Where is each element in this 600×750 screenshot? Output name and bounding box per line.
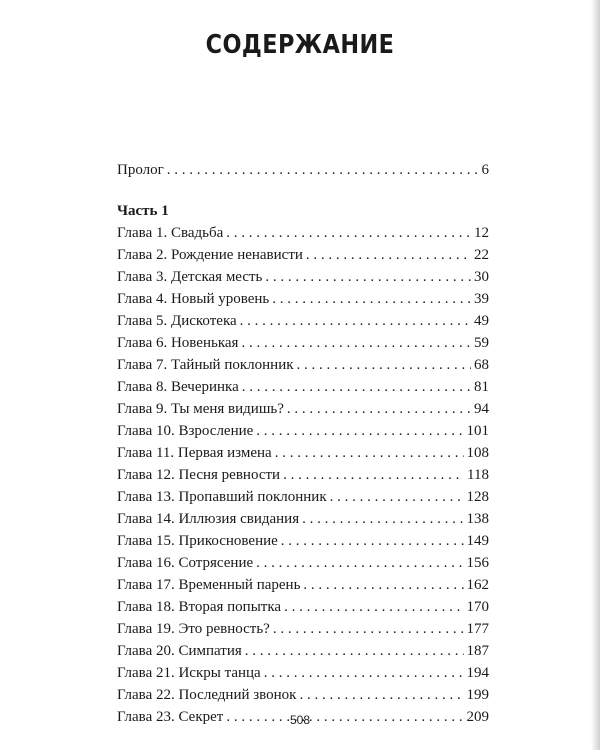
part-heading: Часть 1: [117, 203, 169, 219]
toc-entry-label: Глава 16. Сотрясение: [117, 555, 254, 571]
toc-entry-chapter: [117, 684, 489, 706]
toc-entry-prologue: [117, 159, 489, 181]
toc-entry-page: 49: [474, 313, 489, 329]
toc-entry-label: Глава 2. Рождение ненависти: [117, 247, 303, 263]
toc-entry-page: 30: [474, 269, 489, 285]
toc-entry-chapter: [117, 310, 489, 332]
page-number: 508: [289, 713, 311, 727]
toc-entry-page: 199: [466, 687, 489, 703]
toc-entry-chapter: [117, 222, 489, 244]
dot-leader: [245, 640, 464, 662]
toc-entry-page: 39: [474, 291, 489, 307]
toc-entry-page: 6: [481, 162, 489, 178]
page-edge: [591, 0, 600, 750]
toc-entry-page: 12: [474, 225, 489, 241]
toc-entry-label: Глава 3. Детская месть: [117, 269, 263, 285]
toc-entry-label: Глава 5. Дискотека: [117, 313, 237, 329]
toc-entry-chapter: [117, 640, 489, 662]
dot-leader: [240, 310, 471, 332]
dot-leader: [284, 596, 463, 618]
toc-entry-label: Глава 4. Новый уровень: [117, 291, 270, 307]
toc-entry-label: Глава 6. Новенькая: [117, 335, 239, 351]
toc-entry-page: 81: [474, 379, 489, 395]
toc-entry-chapter: [117, 332, 489, 354]
table-of-contents: [117, 159, 489, 728]
toc-entry-chapter: [117, 552, 489, 574]
toc-entry-page: 209: [466, 709, 489, 725]
dot-leader: [241, 332, 471, 354]
toc-entry-chapter: [117, 596, 489, 618]
dot-leader: [299, 684, 463, 706]
toc-entry-page: 187: [466, 643, 489, 659]
section-gap: [117, 181, 489, 200]
chapter-list: [117, 222, 489, 728]
dot-leader: [256, 552, 463, 574]
toc-entry-chapter: [117, 618, 489, 640]
toc-entry-label: Глава 15. Прикосновение: [117, 533, 278, 549]
toc-entry-label: Глава 18. Вторая попытка: [117, 599, 282, 615]
toc-entry-label: Глава 11. Первая измена: [117, 445, 272, 461]
toc-entry-label: Глава 17. Временный парень: [117, 577, 301, 593]
toc-entry-chapter: [117, 376, 489, 398]
toc-entry-page: 94: [474, 401, 489, 417]
dot-leader: [242, 376, 471, 398]
toc-entry-label: Глава 14. Иллюзия свидания: [117, 511, 300, 527]
dot-leader: [167, 159, 479, 181]
dot-leader: [256, 420, 463, 442]
toc-entry-label: Пролог: [117, 162, 164, 178]
toc-entry-page: 177: [466, 621, 489, 637]
toc-entry-label: Глава 12. Песня ревности: [117, 467, 281, 483]
toc-entry-label: Глава 19. Это ревность?: [117, 621, 270, 637]
toc-entry-label: Глава 22. Последний звонок: [117, 687, 297, 703]
toc-entry-page: 194: [466, 665, 489, 681]
dot-leader: [287, 398, 471, 420]
toc-entry-page: 156: [466, 555, 489, 571]
toc-entry-chapter: [117, 508, 489, 530]
toc-entry-chapter: [117, 662, 489, 684]
dot-leader: [264, 662, 464, 684]
toc-entry-label: Глава 8. Вечеринка: [117, 379, 239, 395]
toc-entry-chapter: [117, 354, 489, 376]
toc-entry-chapter: [117, 266, 489, 288]
toc-entry-page: 138: [466, 511, 489, 527]
toc-entry-chapter: [117, 574, 489, 596]
toc-entry-page: 170: [466, 599, 489, 615]
toc-entry-chapter: [117, 398, 489, 420]
toc-entry-page: 128: [466, 489, 489, 505]
dot-leader: [281, 530, 464, 552]
dot-leader: [272, 288, 471, 310]
toc-entry-page: 59: [474, 335, 489, 351]
toc-entry-chapter: [117, 442, 489, 464]
toc-entry-label: Глава 1. Свадьба: [117, 225, 224, 241]
toc-entry-label: Глава 23. Секрет: [117, 709, 224, 725]
toc-entry-chapter: [117, 530, 489, 552]
toc-entry-page: 118: [467, 467, 489, 483]
toc-entry-label: Глава 21. Искры танца: [117, 665, 261, 681]
toc-entry-chapter: [117, 244, 489, 266]
toc-entry-label: Глава 20. Симпатия: [117, 643, 242, 659]
dot-leader: [265, 266, 471, 288]
toc-entry-page: 149: [466, 533, 489, 549]
toc-entry-label: Глава 9. Ты меня видишь?: [117, 401, 284, 417]
dot-leader: [226, 222, 471, 244]
dot-leader: [297, 354, 471, 376]
dot-leader: [330, 486, 464, 508]
dot-leader: [306, 244, 471, 266]
dot-leader: [302, 508, 463, 530]
toc-entry-page: 108: [466, 445, 489, 461]
toc-entry-chapter: [117, 420, 489, 442]
toc-entry-page: 68: [474, 357, 489, 373]
toc-entry-label: Глава 7. Тайный поклонник: [117, 357, 294, 373]
toc-entry-chapter: [117, 288, 489, 310]
page-title: СОДЕРЖАНИЕ: [205, 30, 395, 60]
toc-entry-page: 22: [474, 247, 489, 263]
toc-entry-chapter: [117, 486, 489, 508]
toc-entry-chapter: [117, 464, 489, 486]
dot-leader: [303, 574, 463, 596]
dot-leader: [275, 442, 464, 464]
toc-entry-page: 101: [466, 423, 489, 439]
toc-entry-page: 162: [466, 577, 489, 593]
dot-leader: [283, 464, 464, 486]
toc-entry-label: Глава 13. Пропавший поклонник: [117, 489, 327, 505]
dot-leader: [273, 618, 464, 640]
toc-entry-label: Глава 10. Взросление: [117, 423, 254, 439]
